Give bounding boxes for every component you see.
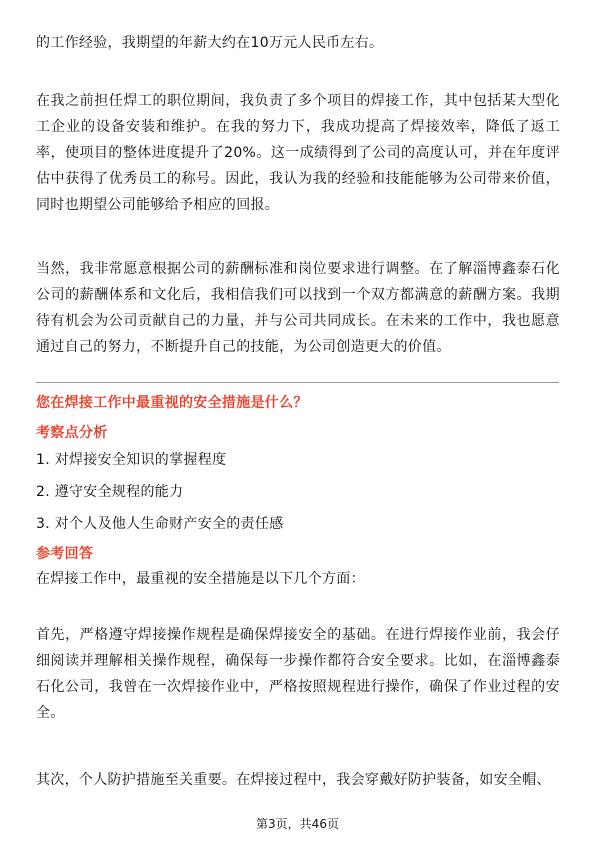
analysis-item: 1. 对焊接安全知识的掌握程度 [36,452,227,468]
answer-paragraph-procedures: 首先，严格遵守焊接操作规程是确保焊接安全的基础。在进行焊接作业前，我会仔细阅读并理解相关操作规程，确保每一步操作都符合安全要求。比如，在淄博鑫泰石化公司，我曾在一次焊接作业中，严格按照规程进行操作，确保了作业过程的安全。 [36,627,560,721]
analysis-heading: 考察点分析 [36,425,108,441]
analysis-item: 2. 遵守安全规程的能力 [36,484,184,500]
analysis-item: 3. 对个人及他人生命财产安全的责任感 [36,516,284,532]
answer-intro: 在焊接工作中，最重视的安全措施是以下几个方面： [36,571,365,587]
answer-paragraph-protection: 其次，个人防护措施至关重要。在焊接过程中，我会穿戴好防护装备，如安全帽、 [36,772,551,788]
answer-heading: 参考回答 [36,546,94,562]
page-number: 第3页，共46页 [256,817,339,831]
analysis-list [36,444,284,540]
paragraph-past-experience: 在我之前担任焊工的职位期间，我负责了多个项目的焊接工作，其中包括某大型化工企业的设备安装和维护。在我的努力下，我成功提高了焊接效率，降低了返工率，使项目的整体进度提升了20%。这一成绩得到了公司的高度认可，并在年度评估中获得了优秀员工的称号。因此，我认为我的经验和技能能够为公司带来价值，同时也期望公司能够给予相应的回报。 [36,93,560,213]
paragraph-salary-flexibility: 当然，我非常愿意根据公司的薪酬标准和岗位要求进行调整。在了解淄博鑫泰石化公司的薪酬体系和文化后，我相信我们可以找到一个双方都满意的薪酬方案。我期待有机会为公司贡献自己的力量，并与公司共同成长。在未来的工作中，我也愿意通过自己的努力，不断提升自己的技能，为公司创造更大的价值。 [36,261,560,355]
paragraph-salary-expectation: 的工作经验，我期望的年薪大约在10万元人民币左右。 [36,35,384,51]
section-divider [36,382,559,383]
interview-question: 您在焊接工作中最重视的安全措施是什么？ [36,395,308,411]
